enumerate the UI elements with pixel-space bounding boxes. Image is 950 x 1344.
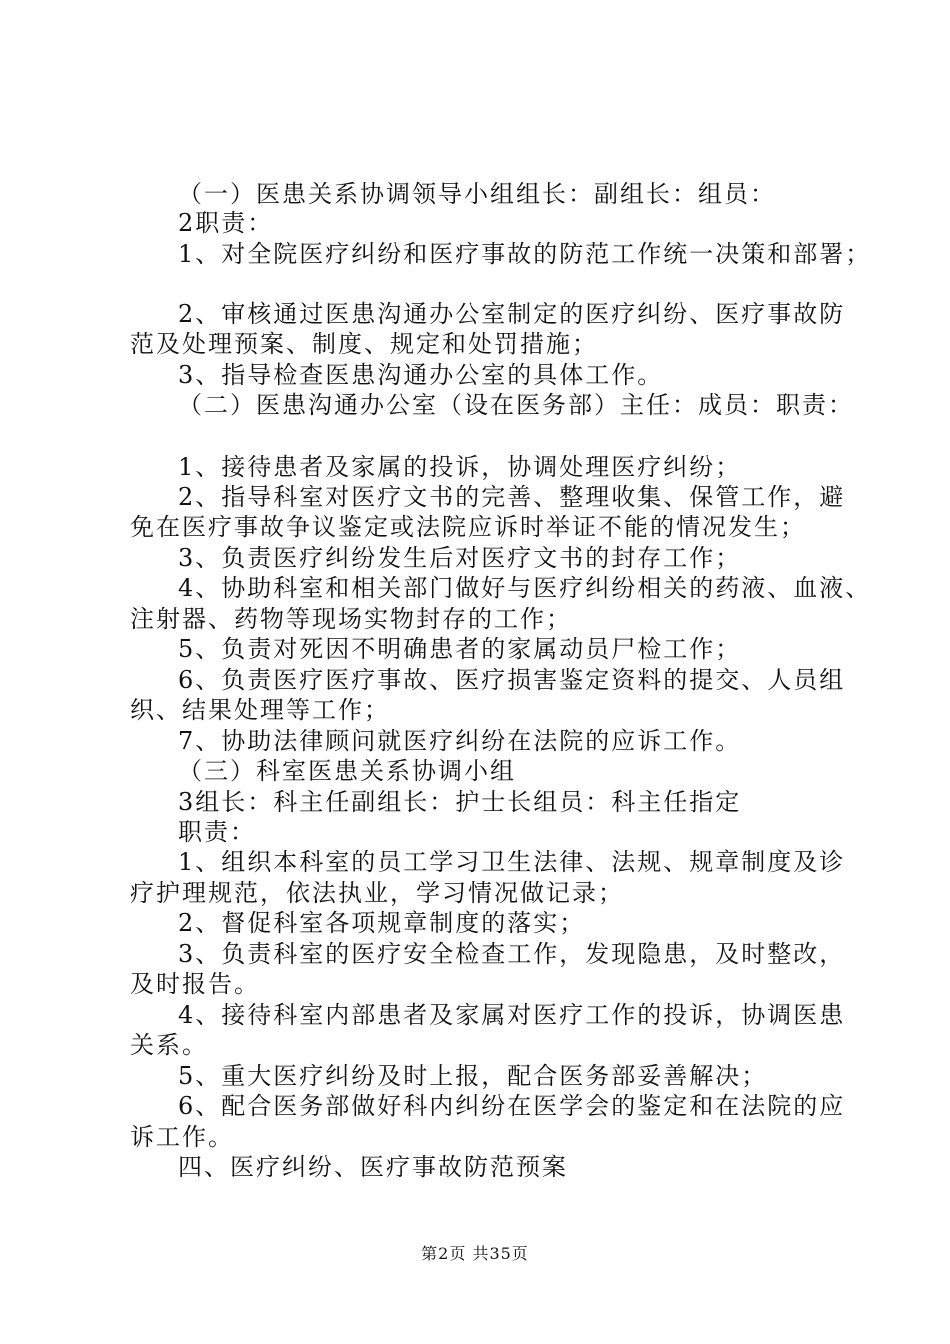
paragraph: 免在医疗事故争议鉴定或法院应诉时举证不能的情况发生； bbox=[130, 513, 806, 541]
paragraph: 诉工作。 bbox=[130, 1123, 234, 1151]
paragraph: 2职责： bbox=[178, 209, 274, 237]
paragraph: 关系。 bbox=[130, 1031, 208, 1059]
paragraph: 3、负责医疗纠纷发生后对医疗文书的封存工作； bbox=[178, 544, 742, 572]
paragraph: 范及处理预案、制度、规定和处罚措施； bbox=[130, 330, 598, 358]
paragraph: 注射器、药物等现场实物封存的工作； bbox=[130, 605, 572, 633]
paragraph: 5、负责对死因不明确患者的家属动员尸检工作； bbox=[178, 635, 742, 663]
paragraph: 疗护理规范，依法执业，学习情况做记录； bbox=[130, 879, 624, 907]
section-heading-3: （三）科室医患关系协调小组 bbox=[178, 757, 516, 785]
paragraph: 3组长：科主任副组长：护士长组员：科主任指定 bbox=[178, 788, 742, 816]
paragraph: 3、负责科室的医疗安全检查工作，发现隐患，及时整改， bbox=[178, 940, 846, 968]
paragraph: 织、结果处理等工作； bbox=[130, 696, 390, 724]
paragraph: 1、接待患者及家属的投诉，协调处理医疗纠纷； bbox=[178, 453, 742, 481]
paragraph: 2、审核通过医患沟通办公室制定的医疗纠纷、医疗事故防 bbox=[178, 300, 846, 328]
paragraph: 7、协助法律顾问就医疗纠纷在法院的应诉工作。 bbox=[178, 727, 742, 755]
paragraph: 1、组织本科室的员工学习卫生法律、法规、规章制度及诊 bbox=[178, 848, 846, 876]
section-heading-4: 四、医疗纠纷、医疗事故防范预案 bbox=[178, 1153, 568, 1181]
paragraph: 4、协助科室和相关部门做好与医疗纠纷相关的药液、血液、 bbox=[178, 574, 872, 602]
paragraph: 2、督促科室各项规章制度的落实； bbox=[178, 909, 586, 937]
paragraph: 5、重大医疗纠纷及时上报，配合医务部妥善解决； bbox=[178, 1062, 768, 1090]
paragraph: 4、接待科室内部患者及家属对医疗工作的投诉，协调医患 bbox=[178, 1001, 846, 1029]
paragraph: 6、负责医疗医疗事故、医疗损害鉴定资料的提交、人员组 bbox=[178, 666, 846, 694]
paragraph: 6、配合医务部做好科内纠纷在医学会的鉴定和在法院的应 bbox=[178, 1092, 846, 1120]
paragraph: 3、指导检查医患沟通办公室的具体工作。 bbox=[178, 361, 664, 389]
paragraph: 2、指导科室对医疗文书的完善、整理收集、保管工作，避 bbox=[178, 483, 846, 511]
section-heading-2: （二）医患沟通办公室（设在医务部）主任：成员：职责： bbox=[178, 391, 854, 419]
paragraph: 职责： bbox=[178, 818, 256, 846]
page-footer: 第2页 共35页 bbox=[421, 1244, 529, 1263]
paragraph: 及时报告。 bbox=[130, 970, 260, 998]
paragraph: 1、对全院医疗纠纷和医疗事故的防范工作统一决策和部署； bbox=[178, 240, 872, 268]
section-heading-1: （一）医患关系协调领导小组组长：副组长：组员： bbox=[178, 180, 776, 208]
